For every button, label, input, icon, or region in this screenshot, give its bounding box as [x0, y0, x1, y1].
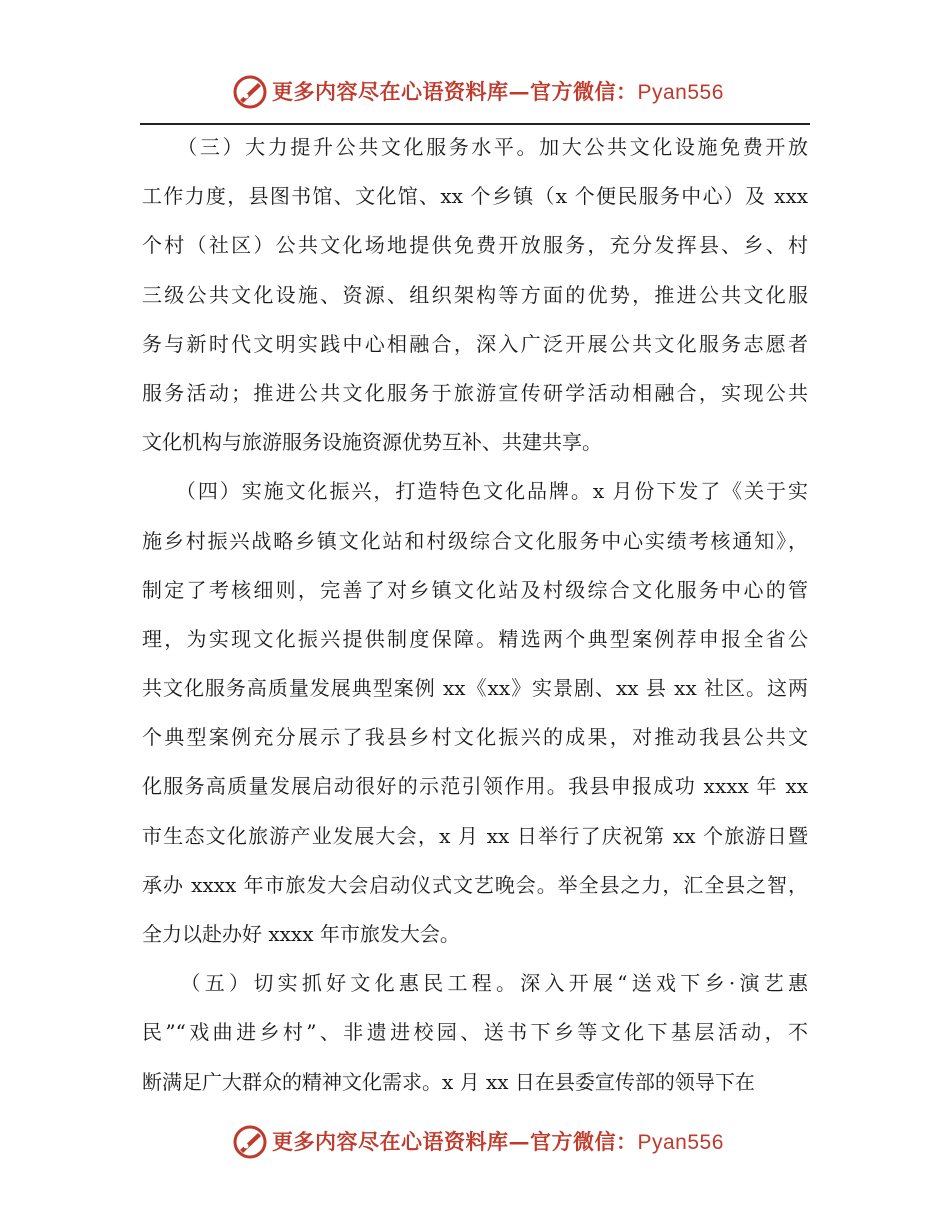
header-banner-cn: 更多内容尽在心语资料库—官方微信： [272, 79, 638, 104]
footer-banner-text [272, 1126, 724, 1156]
footer-banner-id: Pyan556 [637, 1131, 724, 1154]
text-line: （三）大力提升公共文化服务水平。加大公共文化设施免费开放 [142, 135, 808, 159]
footer-banner [0, 1122, 950, 1162]
text-line: 化服务高质量发展启动很好的示范引领作用。我县申报成功 xxxx 年 xx [142, 774, 808, 799]
text-line: 施乡村振兴战略乡镇文化站和村级综合文化服务中心实绩考核通知》， [142, 528, 808, 553]
text-line: 服务活动；推进公共文化服务于旅游宣传研学活动相融合，实现公共 [142, 380, 808, 405]
text-line: 个典型案例充分展示了我县乡村文化振兴的成果，对推动我县公共文 [142, 725, 808, 750]
text-line: （四）实施文化振兴，打造特色文化品牌。x 月份下发了《关于实 [142, 479, 808, 504]
header-banner [0, 72, 950, 112]
text-line: 承办 xxxx 年市旅发大会启动仪式文艺晚会。举全县之力，汇全县之智， [142, 872, 808, 897]
brand-logo-icon [232, 74, 268, 110]
text-line: 制定了考核细则，完善了对乡镇文化站及村级综合文化服务中心的管 [142, 577, 808, 602]
paragraph [142, 959, 808, 1107]
text-line: 理，为实现文化振兴提供制度保障。精选两个典型案例荐申报全省公 [142, 626, 808, 651]
header-banner-text [272, 76, 724, 106]
text-line: 断满足广大群众的精神文化需求。x 月 xx 日在县委宣传部的领导下在 [142, 1069, 755, 1094]
text-line: 工作力度，县图书馆、文化馆、xx 个乡镇（x 个便民服务中心）及 xxx [142, 184, 808, 209]
text-line: 民”“戏曲进乡村”、非遗进校园、送书下乡等文化下基层活动，不 [142, 1020, 808, 1045]
text-line: （五）切实抓好文化惠民工程。深入开展“送戏下乡·演艺惠 [142, 971, 808, 996]
paragraph [142, 123, 808, 467]
header-banner-id: Pyan556 [637, 81, 724, 104]
text-line: 个村（社区）公共文化场地提供免费开放服务，充分发挥县、乡、村 [142, 233, 808, 258]
document-body [142, 123, 808, 1107]
paragraph [142, 467, 808, 959]
brand-logo-icon [232, 1124, 268, 1160]
text-line: 全力以赴办好 xxxx 年市旅发大会。 [142, 922, 460, 946]
text-line: 三级公共文化设施、资源、组织架构等方面的优势，推进公共文化服 [142, 282, 808, 307]
text-line: 文化机构与旅游服务设施资源优势互补、共建共享。 [142, 430, 602, 455]
text-line: 务与新时代文明实践中心相融合，深入广泛开展公共文化服务志愿者 [142, 331, 808, 356]
text-line: 市生态文化旅游产业发展大会，x 月 xx 日举行了庆祝第 xx 个旅游日暨 [142, 823, 808, 848]
text-line: 共文化服务高质量发展典型案例 xx《xx》实景剧、xx 县 xx 社区。这两 [142, 676, 808, 701]
footer-banner-cn: 更多内容尽在心语资料库—官方微信： [272, 1129, 638, 1154]
